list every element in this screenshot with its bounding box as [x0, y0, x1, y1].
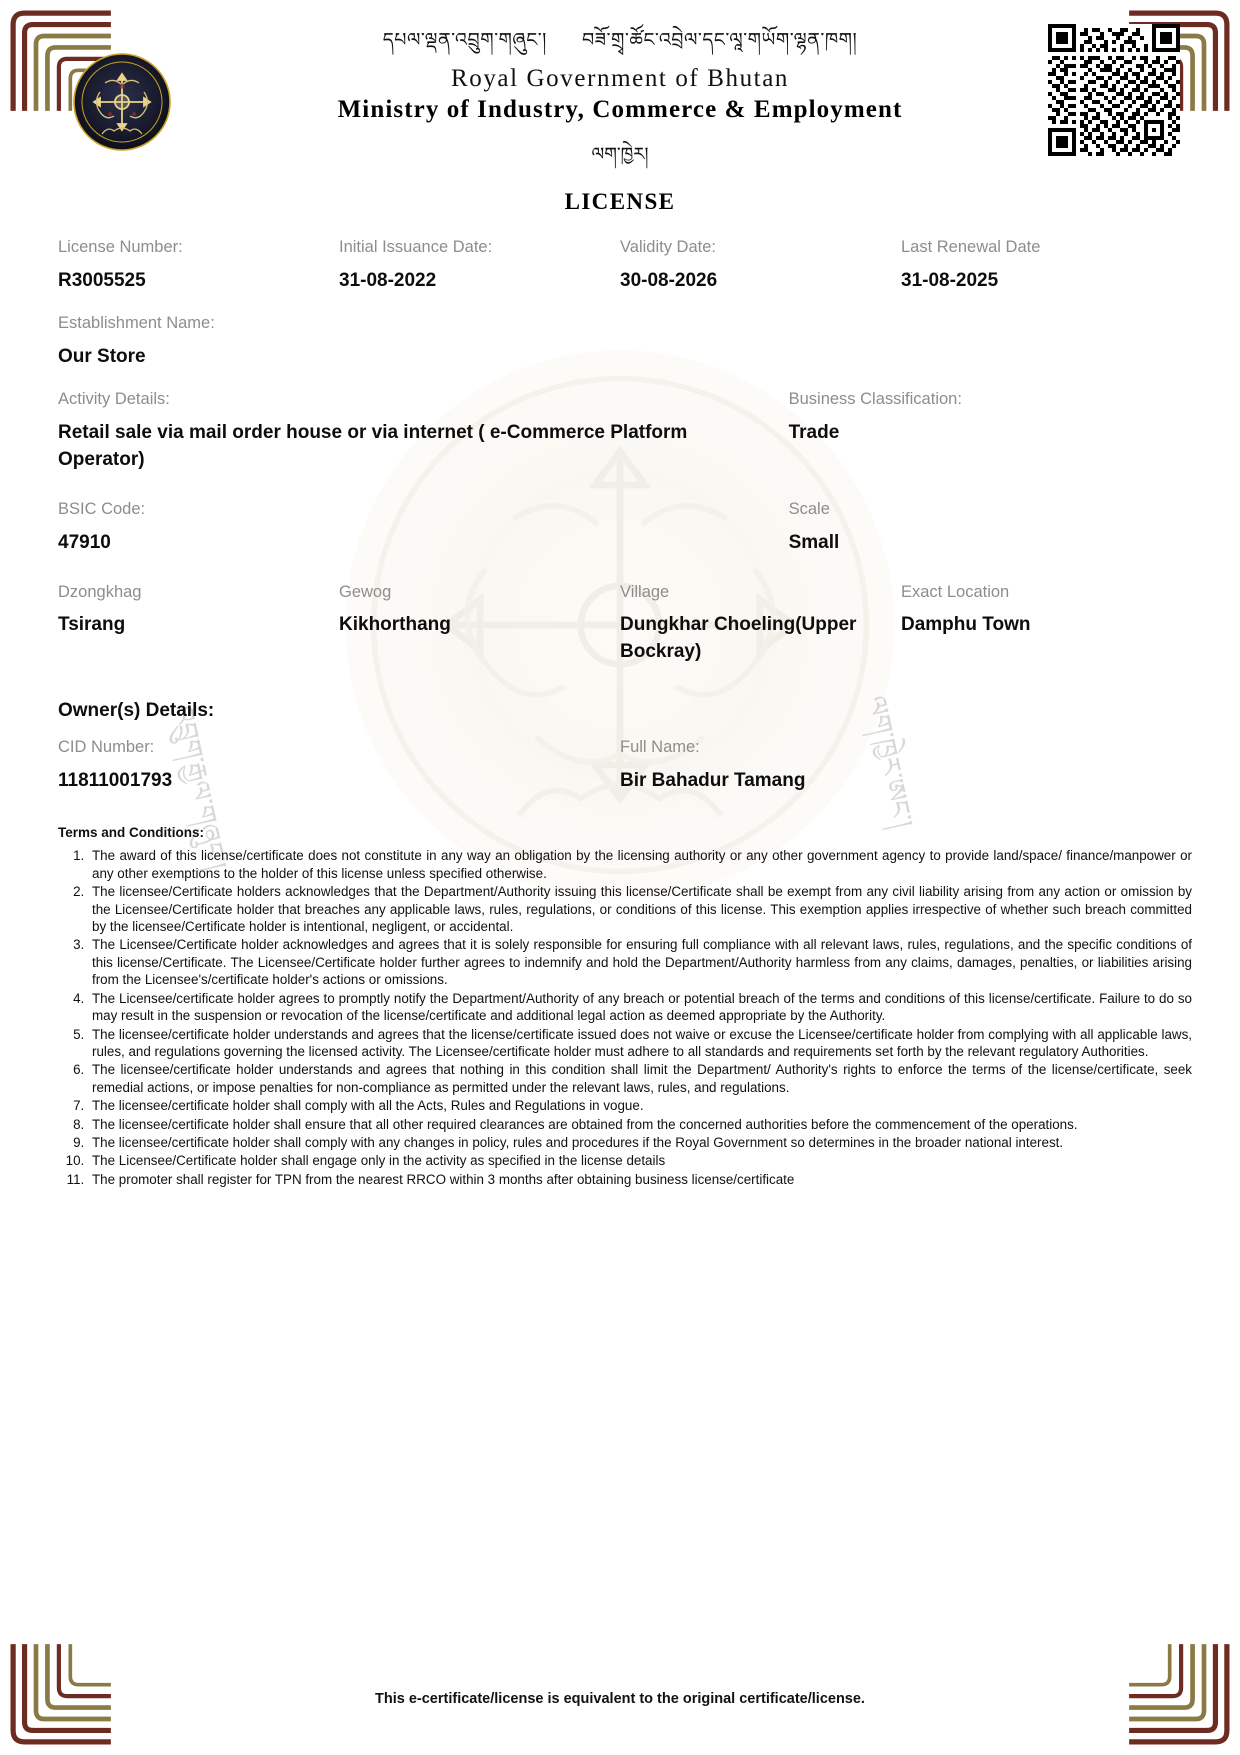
page-title: LICENSE: [564, 189, 676, 214]
watermark-text-right: ལག་ཁྱེར་ཨང་།: [860, 693, 919, 831]
bsic-code-label: BSIC Code:: [58, 499, 146, 518]
organization-name: Royal Government of Bhutan: [450, 64, 790, 92]
field-business-classification: [789, 388, 1182, 474]
activity-details-label: Activity Details:: [58, 389, 170, 408]
field-initial-issuance-date: [339, 236, 620, 295]
ministry-name: Ministry of Industry, Commerce & Employment: [337, 95, 903, 123]
dzongkha-license-word: ལག་ཁྱེར།: [591, 144, 649, 165]
terms-item: 4. The Licensee/certificate holder agrees to promptly notify the Department/Authority of any breach or potential breach of the terms and conditions of this license/certificate. Failure to do so may result in the suspension or revocation of the license/certificate and additional legal action as deemed appropriate by the Authority.: [88, 990, 1192, 1025]
terms-item: 6. The licensee/certificate holder understands and agrees that nothing in this condition shall limit the Department/ Authority's rights to enforce the terms of the license/certificate, seek remedial actions, or impose penalties for non-compliance as permitted under the relevant laws, rules, and regulations.: [88, 1061, 1192, 1096]
terms-item: 2. The licensee/Certificate holders acknowledges that the Department/Authority issuing this license/Certificate shall be exempt from any civil liability arising from any action or omission by the Licensee/Certificate holder that breaches any applicable laws, rules, regulations, or conditions of this license. This exemption applies irrespective of whether such breach committed by the licensee/Certificate holder is intentional, negligent, or accidental.: [88, 883, 1192, 935]
field-full-name: [620, 736, 1182, 795]
terms-title: Terms and Conditions:: [58, 825, 205, 841]
field-gewog: [339, 581, 620, 667]
full-name-value: Bir Bahadur Tamang: [620, 770, 806, 792]
document-header: [0, 0, 1240, 214]
cid-number-label: CID Number:: [58, 738, 155, 757]
field-cid-number: [58, 736, 620, 795]
establishment-name-value: Our Store: [58, 345, 146, 367]
terms-item: 5. The licensee/certificate holder understands and agrees that the license/certificate issued does not waive or excuse the Licensee/certificate holder from complying with all applicable laws, rules, and regulations governing the licensed activity. The Licensee/certificate holder must adhere to all standards and requirements set forth by the relevant regulatory Authorities.: [88, 1026, 1192, 1061]
terms-item: 11. The promoter shall register for TPN from the nearest RRCO within 3 months after obtaining business license/certificate: [88, 1171, 1192, 1188]
dzongkhag-label: Dzongkhag: [58, 582, 142, 601]
exact-location-value: Damphu Town: [901, 614, 1031, 636]
terms-item: 10. The Licensee/Certificate holder shall engage only in the activity as specified in the license details: [88, 1152, 1192, 1169]
row-location: [58, 581, 1182, 667]
field-dzongkhag: [58, 581, 339, 667]
business-classification-value: Trade: [788, 421, 840, 443]
footer-note: This e-certificate/license is equivalent to the original certificate/license.: [375, 1691, 865, 1707]
field-exact-location: [901, 581, 1182, 667]
scale-label: Scale: [788, 499, 830, 518]
field-establishment-name: [58, 312, 1182, 371]
scale-value: Small: [788, 531, 840, 553]
license-details: [0, 200, 1240, 795]
qr-code-icon: [1048, 24, 1180, 156]
field-last-renewal-date: [901, 236, 1182, 295]
gewog-value: Kikhorthang: [339, 614, 451, 636]
establishment-name-label: Establishment Name:: [58, 313, 215, 332]
field-scale: [789, 498, 1182, 557]
dzongkhag-value: Tsirang: [58, 614, 126, 636]
exact-location-label: Exact Location: [901, 582, 1010, 601]
gewog-label: Gewog: [339, 582, 392, 601]
terms-item: 7. The licensee/certificate holder shall comply with all the Acts, Rules and Regulations in vogue.: [88, 1097, 1192, 1114]
license-number-label: License Number:: [58, 238, 183, 256]
row-license-dates: [58, 236, 1182, 295]
row-owner: [58, 736, 1182, 795]
terms-item: 3. The Licensee/Certificate holder acknowledges and agrees that it is solely responsible for ensuring full compliance with all relevant laws, rules, regulations, and the specific conditions of this license/Certificate. The Licensee/Certificate holder further agrees to indemnify and hold the Department/Authority harmless from any claims, damages, penalties, or liabilities arising from the Licensee's/certificate holder's actions or omissions.: [88, 936, 1192, 988]
terms-item: 9. The licensee/certificate holder shall comply with any changes in policy, rules and procedures if the Royal Government so determines in the broader national interest.: [88, 1134, 1192, 1151]
initial-issuance-value: 31-08-2022: [339, 269, 437, 291]
terms-item: 1. The award of this license/certificate does not constitute in any way an obligation by the licensing authority or any other government agency to provide land/space/ finance/manpower or any other exemptions to the holder of this license unless specified otherwise.: [88, 847, 1192, 882]
watermark-text-left: འབྲུག་རྒྱལ་གཞུང་།: [167, 703, 232, 873]
license-number-value: R3005525: [58, 269, 146, 291]
cid-number-value: 11811001793: [58, 770, 173, 792]
initial-issuance-label: Initial Issuance Date:: [339, 238, 493, 256]
activity-details-value: Retail sale via mail order house or via internet ( e-Commerce Platform Operator): [58, 421, 688, 470]
validity-date-label: Validity Date:: [620, 238, 716, 256]
dzongkha-ministry: བཟོ་གྲྭ་ཚོང་འབྲེལ་དང་ལཱ་གཡོག་ལྷན་ཁག།: [582, 29, 858, 51]
full-name-label: Full Name:: [620, 738, 700, 757]
terms-and-conditions-section: [0, 795, 1240, 1188]
field-bsic-code: [58, 498, 789, 557]
bsic-code-value: 47910: [58, 531, 111, 553]
validity-date-value: 30-08-2026: [620, 269, 718, 291]
field-village: [620, 581, 901, 667]
business-classification-label: Business Classification:: [788, 389, 962, 408]
terms-list: [58, 847, 1192, 1188]
last-renewal-label: Last Renewal Date: [901, 238, 1041, 256]
row-activity-classification: [58, 388, 1182, 474]
dzongkha-government: དཔལ་ལྡན་འབྲུག་གཞུང་།: [382, 29, 547, 51]
field-license-number: [58, 236, 339, 295]
last-renewal-value: 31-08-2025: [901, 269, 999, 291]
field-activity-details: [58, 388, 789, 474]
row-establishment: [58, 312, 1182, 371]
village-value: Dungkhar Choeling(Upper Bockray): [620, 614, 857, 663]
village-label: Village: [620, 582, 670, 601]
field-validity-date: [620, 236, 901, 295]
national-emblem-icon: [72, 52, 172, 152]
row-bsic-scale: [58, 498, 1182, 557]
owner-section-title: Owner(s) Details:: [58, 700, 215, 722]
terms-item: 8. The licensee/certificate holder shall ensure that all other required clearances are obtained from the concerned authorities before the commencement of the operations.: [88, 1116, 1192, 1133]
